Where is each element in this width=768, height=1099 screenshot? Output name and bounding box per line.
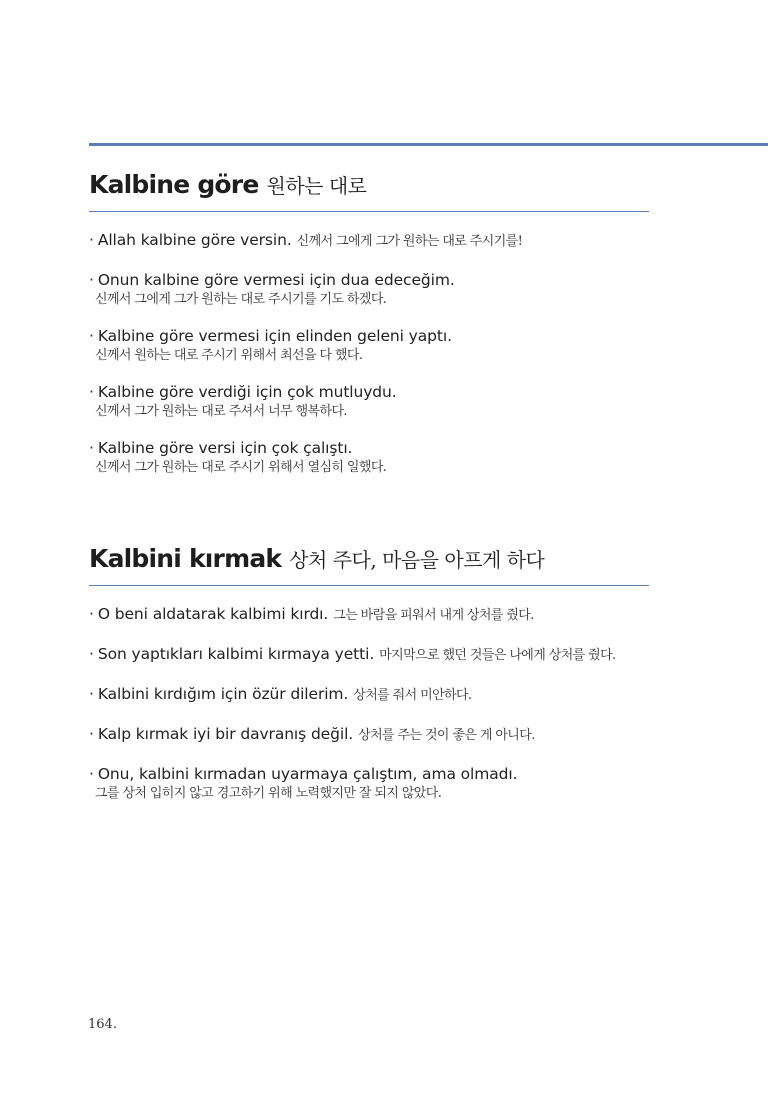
example-turkish: Kalbini kırdığım için özür dilerim. (97, 685, 349, 703)
example-item (89, 325, 649, 364)
example-turkish: Allah kalbine göre versin. (97, 231, 292, 249)
example-korean: 그를 상처 입히지 않고 경고하기 위해 노력했지만 잘 되지 않았다. (95, 786, 442, 801)
example-item (89, 269, 649, 308)
top-divider (89, 143, 768, 146)
heading-korean: 상처 주다, 마음을 아프게 하다 (289, 548, 545, 572)
bullet: · (89, 271, 94, 289)
bullet: · (89, 605, 94, 623)
section-kalbini-kirmak (89, 544, 649, 819)
bullet: · (89, 765, 94, 783)
heading-turkish: Kalbine göre (89, 170, 259, 199)
example-list (89, 603, 649, 802)
section-kalbine-gore (89, 170, 649, 493)
bullet: · (89, 383, 94, 401)
example-item (89, 683, 649, 706)
bullet: · (89, 231, 94, 249)
bullet: · (89, 725, 94, 743)
heading-turkish: Kalbini kırmak (89, 544, 282, 573)
example-turkish: Son yaptıkları kalbimi kırmaya yetti. (97, 645, 375, 663)
example-korean: 마지막으로 했던 것들은 나에게 상처를 줬다. (379, 648, 616, 663)
example-turkish: Kalbine göre verdiği için çok mutluydu. (97, 383, 397, 401)
example-korean: 신께서 원하는 대로 주시기 위해서 최선을 다 했다. (95, 348, 363, 363)
example-item (89, 437, 649, 476)
example-turkish: Onu, kalbini kırmadan uyarmaya çalıştım, ama olmadı. (97, 765, 518, 783)
section-heading (89, 170, 649, 212)
example-item (89, 229, 649, 252)
bullet: · (89, 645, 94, 663)
example-turkish: Kalbine göre vermesi için elinden geleni yaptı. (97, 327, 452, 345)
example-list (89, 229, 649, 476)
example-korean: 신께서 그가 원하는 대로 주시기 위해서 열심히 일했다. (95, 460, 387, 475)
example-turkish: Kalp kırmak iyi bir davranış değil. (97, 725, 354, 743)
bullet: · (89, 685, 94, 703)
example-item (89, 603, 649, 626)
example-item (89, 381, 649, 420)
example-korean: 신께서 그에게 그가 원하는 대로 주시기를! (296, 234, 523, 249)
example-korean: 신께서 그에게 그가 원하는 대로 주시기를 기도 하겠다. (95, 292, 387, 307)
example-korean: 그는 바람을 피워서 내게 상처를 줬다. (333, 608, 534, 623)
example-korean: 신께서 그가 원하는 대로 주셔서 너무 행복하다. (95, 404, 347, 419)
example-turkish: Onun kalbine göre vermesi için dua edeceğim. (97, 271, 455, 289)
heading-korean: 원하는 대로 (266, 174, 367, 198)
example-item (89, 643, 649, 666)
bullet: · (89, 327, 94, 345)
example-item (89, 723, 649, 746)
example-korean: 상처를 줘서 미안하다. (353, 688, 472, 703)
example-item (89, 763, 649, 802)
example-turkish: Kalbine göre versi için çok çalıştı. (97, 439, 353, 457)
section-heading (89, 544, 649, 586)
example-korean: 상처를 주는 것이 좋은 게 아니다. (358, 728, 535, 743)
page-number: 164. (88, 1017, 117, 1032)
bullet: · (89, 439, 94, 457)
example-turkish: O beni aldatarak kalbimi kırdı. (97, 605, 329, 623)
